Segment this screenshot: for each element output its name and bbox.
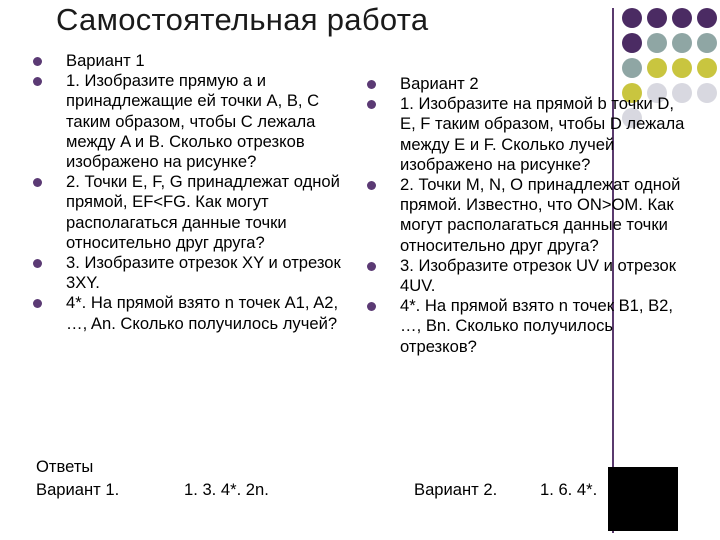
bullet-icon	[367, 100, 376, 109]
variant-1-task-4: 4*. На прямой взято n точек A1, A2, …, An. Сколько получилось лучей?	[66, 293, 339, 333]
decorative-dot	[697, 8, 717, 28]
decorative-dot	[672, 8, 692, 28]
bullet-icon	[367, 302, 376, 311]
variant-2-item	[367, 74, 692, 94]
decorative-dot	[672, 33, 692, 53]
variant-2-task-2: 2. Точки M, N, O принадлежат одной прямой. Известно, что ON>OM. Как могут располагаться данные точки относительно друг друга?	[400, 175, 681, 255]
answers-variant-2-label: Вариант 2.	[414, 480, 498, 499]
variant-2-heading: Вариант 2	[400, 74, 479, 93]
decorative-dot	[697, 58, 717, 78]
variant-2-task-1: 1. Изобразите на прямой b точки D, E, F таким образом, чтобы D лежала между E и F. Сколько лучей изображено на рисунке?	[400, 94, 685, 174]
bullet-icon	[33, 299, 42, 308]
answers-variant-2-value: 1. 6. 4*.	[540, 480, 598, 499]
bullet-icon	[33, 259, 42, 268]
black-rectangle	[608, 467, 678, 531]
bullet-icon	[33, 178, 42, 187]
bullet-icon	[367, 262, 376, 271]
slide-title: Самостоятельная работа	[56, 2, 429, 37]
variant-2-item	[367, 256, 692, 296]
bullet-icon	[367, 80, 376, 89]
variant-1-heading: Вариант 1	[66, 51, 145, 70]
decorative-dot	[697, 33, 717, 53]
variant-1-item	[33, 51, 363, 71]
variant-1-task-2: 2. Точки E, F, G принадлежат одной прямой, EF<FG. Как могут располагаться данные точки относительно друг друга?	[66, 172, 340, 252]
bullet-icon	[367, 181, 376, 190]
decorative-dot	[647, 8, 667, 28]
variant-1-item	[33, 172, 363, 253]
decorative-dot	[622, 8, 642, 28]
answers-heading: Ответы	[36, 457, 94, 476]
decorative-dot	[697, 108, 717, 128]
variant-1-task-3: 3. Изобразите отрезок XY и отрезок 3XY.	[66, 253, 341, 293]
variant-1-item	[33, 253, 363, 293]
variant-1-column	[33, 51, 363, 334]
bullet-icon	[33, 77, 42, 86]
variant-2-task-4: 4*. На прямой взято n точек B1, B2, …, Bn. Сколько получилось отрезков?	[400, 296, 674, 356]
decorative-dot	[647, 33, 667, 53]
answers-variant-1-label: Вариант 1.	[36, 480, 120, 499]
variant-2-item	[367, 296, 692, 357]
bullet-icon	[33, 57, 42, 66]
answers-variant-1-value: 1. 3. 4*. 2n.	[184, 480, 269, 499]
variant-1-item	[33, 293, 363, 333]
decorative-dot	[697, 83, 717, 103]
variant-2-column	[367, 74, 692, 357]
variant-1-task-1: 1. Изобразите прямую a и принадлежащие ей точки A, B, C таким образом, чтобы C лежала между A и B. Сколько отрезков изображено на рисунке?	[66, 71, 320, 172]
variant-2-task-3: 3. Изобразите отрезок UV и отрезок 4UV.	[400, 255, 677, 296]
variant-2-item	[367, 175, 692, 256]
variant-2-item	[367, 94, 692, 175]
variant-1-item	[33, 71, 363, 172]
decorative-dot	[622, 33, 642, 53]
